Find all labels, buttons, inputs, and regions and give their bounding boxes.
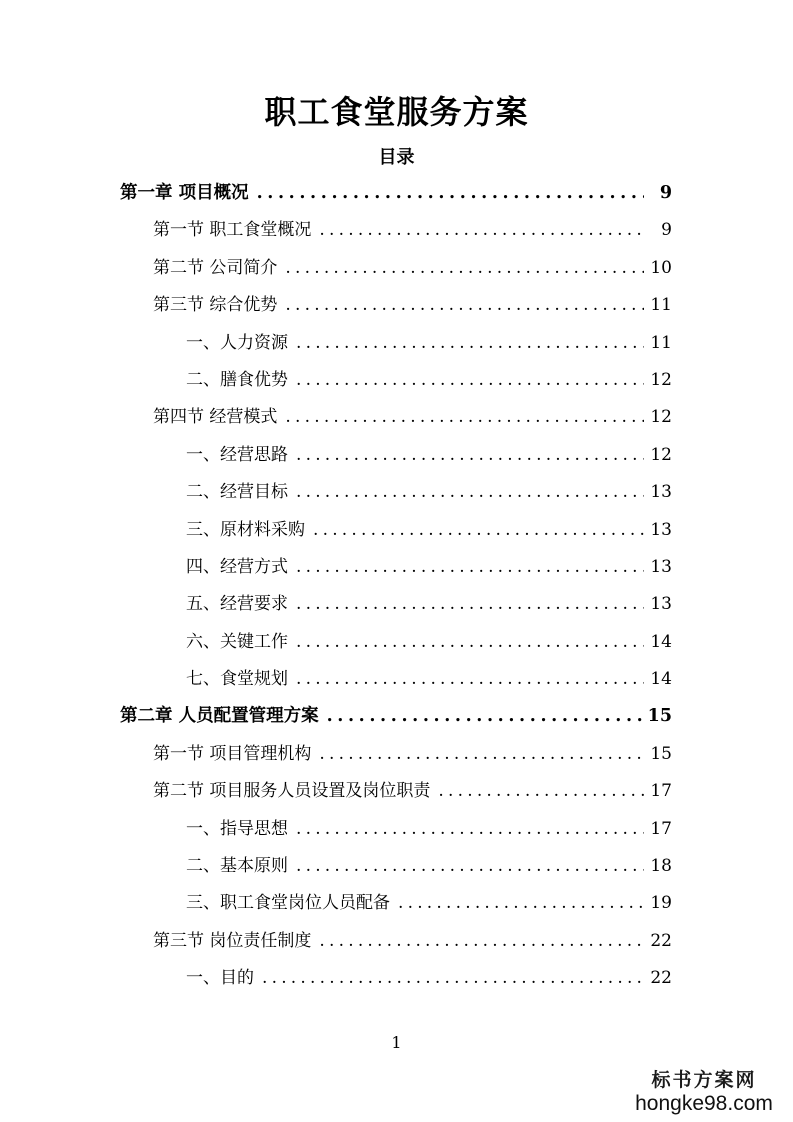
toc-entry[interactable] (0, 736, 793, 773)
toc-entry-page: 12 (650, 407, 672, 428)
toc-entry-page: 9 (659, 183, 672, 203)
toc-entry-label: 四、经营方式 (186, 556, 288, 577)
toc-entry[interactable] (0, 474, 793, 511)
toc-entry[interactable] (0, 661, 793, 698)
page-number: 1 (391, 1033, 402, 1052)
toc-entry-label: 第四节 经营模式 (153, 407, 278, 428)
watermark-url: hongke98.com (635, 1092, 773, 1115)
toc-dot-leader (296, 368, 644, 392)
toc-dot-leader (296, 331, 644, 355)
toc-entry-page: 12 (650, 444, 672, 465)
toc-dot-leader (296, 555, 644, 579)
toc-entry-label: 一、目的 (186, 968, 254, 989)
toc-entry-label: 二、经营目标 (186, 482, 288, 503)
toc-entry[interactable] (0, 698, 793, 735)
toc-dot-leader (438, 779, 644, 803)
toc-entry[interactable] (0, 848, 793, 885)
toc-entry-label: 第三节 岗位责任制度 (153, 930, 312, 951)
toc-entry-page: 18 (650, 856, 672, 877)
toc-entry-page: 19 (650, 893, 672, 914)
toc-entry-page: 12 (650, 369, 672, 390)
toc-entry-label: 二、基本原则 (186, 856, 288, 877)
toc-entry-page: 9 (661, 220, 672, 241)
toc-entry[interactable] (0, 549, 793, 586)
toc-entry[interactable] (0, 960, 793, 997)
toc-entry[interactable] (0, 885, 793, 922)
toc-entry[interactable] (0, 624, 793, 661)
toc-entry-page: 15 (647, 706, 672, 727)
toc-entry-page: 17 (650, 781, 672, 802)
toc-entry-page: 22 (650, 968, 672, 989)
toc-entry-page: 13 (650, 519, 672, 540)
toc-dot-leader (296, 854, 644, 878)
toc-dot-leader (262, 966, 644, 990)
toc-entry-label: 第一节 项目管理机构 (153, 743, 312, 764)
toc-dot-leader (319, 742, 644, 766)
toc-entry-label: 一、人力资源 (186, 332, 288, 353)
toc-dot-leader (285, 405, 644, 429)
toc-entry-label: 第二章 人员配置管理方案 (120, 706, 319, 727)
toc-dot-leader (296, 480, 644, 504)
toc-entry[interactable] (0, 437, 793, 474)
toc-entry[interactable] (0, 773, 793, 810)
toc-entry-label: 一、指导思想 (186, 818, 288, 839)
document-title: 职工食堂服务方案 (264, 93, 529, 131)
toc-entry-label: 三、原材料采购 (186, 519, 305, 540)
toc-entry[interactable] (0, 811, 793, 848)
toc-entry-label: 七、食堂规划 (186, 669, 288, 690)
toc-heading: 目录 (378, 147, 415, 168)
watermark-site-name: 标书方案网 (651, 1069, 757, 1091)
toc-dot-leader (296, 817, 644, 841)
toc-entry-page: 11 (650, 332, 672, 353)
toc-entry-label: 三、职工食堂岗位人员配备 (186, 893, 390, 914)
toc-entry-page: 13 (650, 482, 672, 503)
toc-entry-page: 14 (650, 631, 672, 652)
watermark-logo (629, 1068, 779, 1116)
toc-entry-label: 二、膳食优势 (186, 369, 288, 390)
toc-entry-label: 第二节 公司简介 (153, 257, 278, 278)
toc-dot-leader (319, 218, 644, 242)
toc-entry-page: 13 (650, 594, 672, 615)
toc-entry-label: 第一节 职工食堂概况 (153, 220, 312, 241)
toc-entry-label: 一、经营思路 (186, 444, 288, 465)
toc-entry-page: 22 (650, 930, 672, 951)
toc-dot-leader (296, 592, 644, 616)
toc-dot-leader (257, 181, 644, 205)
toc-entry-page: 17 (650, 818, 672, 839)
toc-entry-label: 第三节 综合优势 (153, 295, 278, 316)
toc-entry-label: 五、经营要求 (186, 594, 288, 615)
toc-entry[interactable] (0, 325, 793, 362)
toc-entry-page: 15 (650, 743, 672, 764)
toc-dot-leader (398, 891, 644, 915)
toc-entry[interactable] (0, 287, 793, 324)
toc-entry[interactable] (0, 512, 793, 549)
toc-dot-leader (296, 667, 644, 691)
toc-entry[interactable] (0, 923, 793, 960)
toc-entry-label: 第一章 项目概况 (120, 183, 249, 203)
toc-entry[interactable] (0, 399, 793, 436)
toc-entry[interactable] (0, 175, 793, 212)
toc-entry-page: 14 (650, 669, 672, 690)
toc-dot-leader (296, 443, 644, 467)
toc-entry[interactable] (0, 586, 793, 623)
toc-dot-leader (313, 518, 644, 542)
toc-dot-leader (285, 256, 644, 280)
table-of-contents (0, 175, 793, 998)
toc-dot-leader (319, 929, 644, 953)
toc-entry-label: 第二节 项目服务人员设置及岗位职责 (153, 781, 431, 802)
toc-dot-leader (285, 293, 644, 317)
toc-entry-page: 13 (650, 556, 672, 577)
toc-entry-page: 10 (650, 257, 672, 278)
toc-dot-leader (296, 630, 644, 654)
toc-entry-page: 11 (650, 295, 672, 316)
toc-dot-leader (327, 704, 642, 728)
toc-entry[interactable] (0, 212, 793, 249)
toc-entry[interactable] (0, 362, 793, 399)
toc-entry-label: 六、关键工作 (186, 631, 288, 652)
toc-entry[interactable] (0, 250, 793, 287)
